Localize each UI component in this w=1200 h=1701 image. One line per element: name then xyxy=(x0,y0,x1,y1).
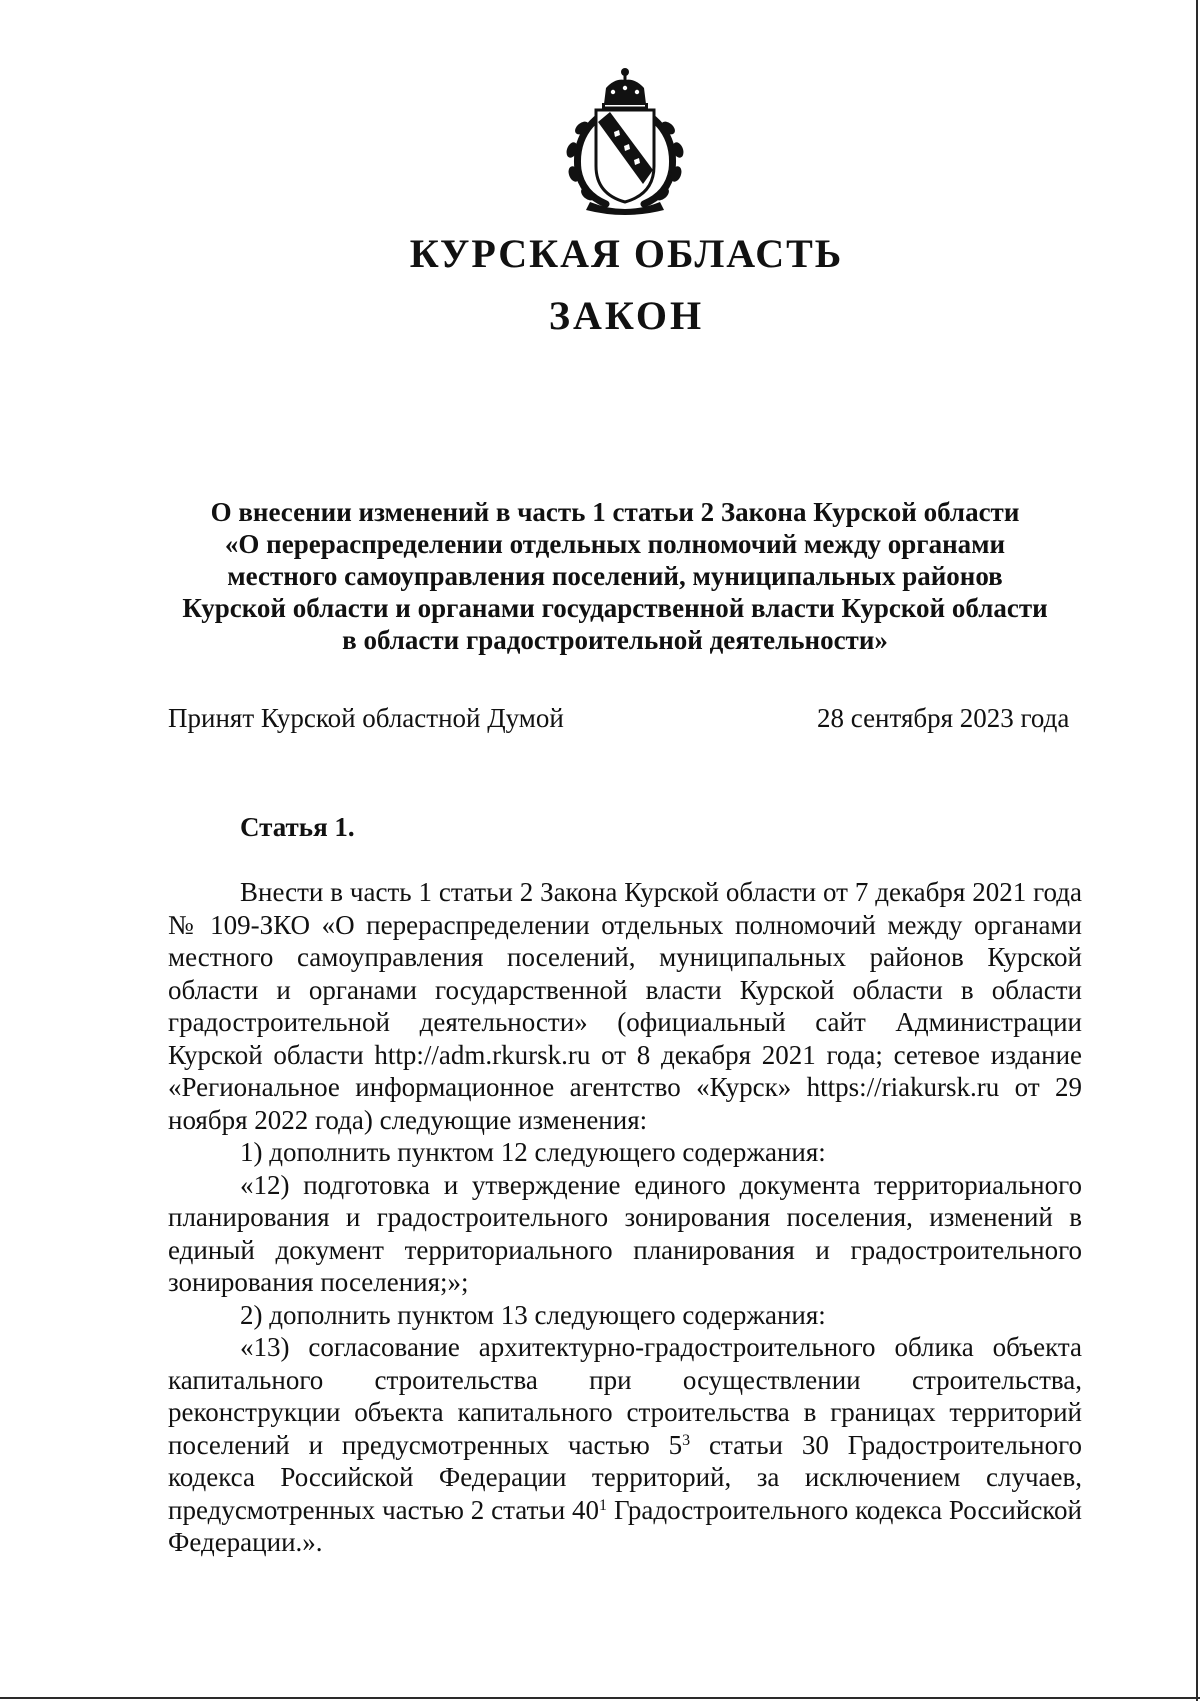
heading-line: местного самоуправления поселений, муниципальных районов xyxy=(227,561,1003,591)
superscript: 3 xyxy=(682,1431,691,1449)
article-intro-paragraph: Внести в часть 1 статьи 2 Закона Курской области от 7 декабря 2021 года № 109-ЗКО «О перераспределении отдельных полномочий между органами местного самоуправления поселений, муниципальных районов Курской области и органами государственной власти Курской области в области градостроительной деятельности» (официальный сайт Администрации Курской области http://adm.rkursk.ru от 8 декабря 2021 года; сетевое издание «Региональное информационное агентство «Курск» https://riakursk.ru от 29 ноября 2022 года) следующие изменения: xyxy=(168,877,1082,1135)
heading-line: в области градостроительной деятельности» xyxy=(342,625,888,655)
adoption-date: 28 сентября 2023 года xyxy=(817,703,1070,733)
coat-of-arms-emblem xyxy=(560,66,690,216)
item-2-text-part: статьи 30 Градостроительного кодекса Российской Федерации территорий, за исключением случаев, предусмотренных частью 2 статьи 40 xyxy=(168,1429,1083,1525)
item-2-text-part: Градостроительного кодекса Российской Федерации.». xyxy=(168,1494,1082,1557)
article-body xyxy=(168,876,1082,1559)
region-name: КУРСКАЯ ОБЛАСТЬ xyxy=(409,231,844,276)
adopted-by: Принят Курской областной Думой xyxy=(168,703,564,733)
heading-line: Курской области и органами государственной власти Курской области xyxy=(182,593,1048,623)
item-2-text xyxy=(168,1331,1082,1559)
superscript: 1 xyxy=(599,1496,608,1514)
item-1-lead: 1) дополнить пунктом 12 следующего содержания: xyxy=(240,1137,826,1167)
law-heading xyxy=(150,496,1080,656)
item-2-lead: 2) дополнить пунктом 13 следующего содержания: xyxy=(240,1299,826,1330)
heading-line: О внесении изменений в часть 1 статьи 2 Закона Курской области xyxy=(210,497,1020,527)
item-1-text: «12) подготовка и утверждение единого документа территориального планирования и градостроительного зонирования поселения, изменений в единый документ территориального планирования и градостроительного зонирования поселения;»; xyxy=(168,1169,1082,1297)
scan-edge-bottom xyxy=(0,1697,1200,1699)
item-2-text-part: «13) согласование архитектурно-градостроительного облика объекта капитального строительства при осуществлении строительства, реконструкции объекта капитального строительства в границах территорий поселений и предусмотренных частью 5 xyxy=(168,1332,1082,1460)
article-title: Статья 1. xyxy=(240,812,355,842)
document-type: ЗАКОН xyxy=(548,293,705,338)
heading-line: «О перераспределении отдельных полномочий между органами xyxy=(224,529,1006,559)
